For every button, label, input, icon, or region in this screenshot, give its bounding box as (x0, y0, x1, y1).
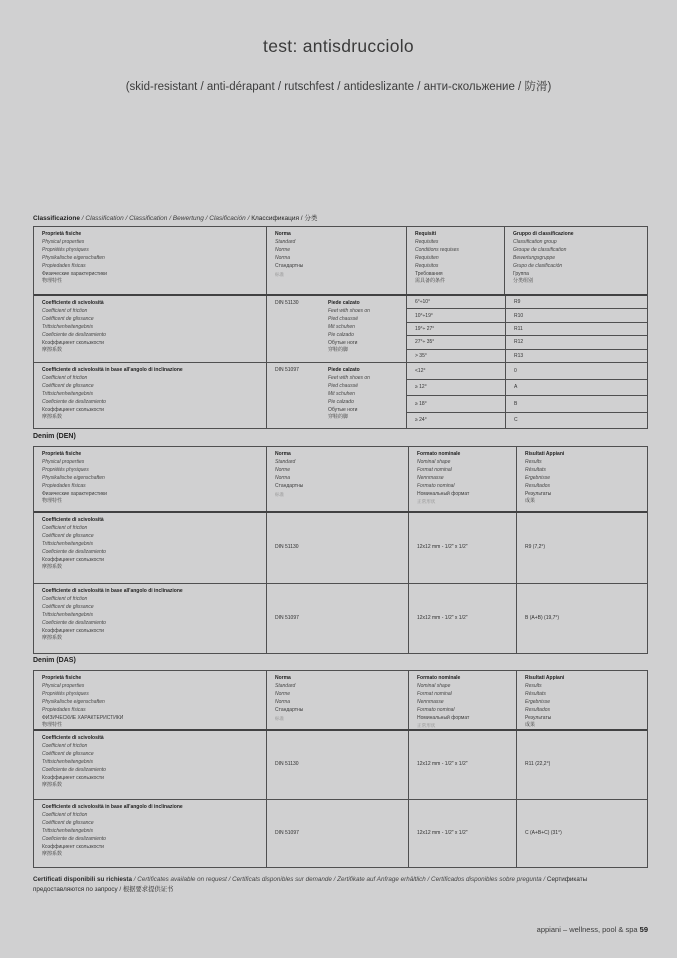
group-cell: A (505, 380, 647, 396)
requirement-cell: 19°÷ 27° (415, 326, 435, 333)
column-header-physical-properties: Proprietà fisiche Physical properties Propriétés physiques Physikalische eigenschaften Propiedades físicas ФИЗИЧЕСКИЕ ХАРАКТЕРИСТИКИ 物理特性 (42, 675, 124, 729)
group-cell: 0 (505, 363, 647, 379)
standard-cell: DIN 51130 (266, 731, 408, 799)
foot-condition-cell: Piede calzato Feet with shoes on Pied chaussé Mit schuhen Pie calzado Обутые ноги 穿鞋的脚 (328, 367, 370, 421)
classification-section-heading (33, 213, 648, 222)
matrix-subrow (407, 349, 647, 362)
standard-cell: DIN 51097 (266, 584, 408, 653)
requisite-group-matrix (406, 296, 647, 362)
property-cell: Coefficiente di scivolosità in base all'angolo di inclinazione Coefficient of friction Coéfficent de glissance Trittsichenheitengebnis Coeficiente de deslizamiento Коэффициент скользкости 摩擦系数 (42, 588, 183, 642)
footer-brand: appiani – wellness, pool & spa (536, 925, 640, 934)
foot-condition-cell: Piede calzato Feet with shoes on Pied chaussé Mit schuhen Pie calzado Обутые ноги 穿鞋的脚 (328, 300, 370, 354)
property-cell: Coefficiente di scivolosità Coefficient of friction Coéfficent de glissance Trittsichenheitengebnis Coeficiente de deslizamiento Коэффициент скользкости 摩擦系数 (42, 300, 106, 354)
column-header-classification-group: Gruppo di classificazione Classification group Groupe de classification Bewertungsgruppe Grupo de clasificación Группа 分类组别 (504, 227, 647, 294)
classification-heading-italic: / Classification / Classification / Bewertung / Clasificación / (79, 215, 252, 222)
group-cell: R10 (505, 309, 647, 321)
matrix-subrow (407, 308, 647, 321)
page-title: test: antisdrucciolo (263, 36, 414, 56)
requirement-cell: > 35° (415, 352, 427, 359)
certificates-note-italic: / Certificates available on request / Certificats disponibles sur demande / Zertifikate auf Anfrage erhältlich / Certificados disponibles sobre pregunta / (132, 876, 547, 883)
group-cell: R11 (505, 323, 647, 335)
matrix-subrow (407, 379, 647, 396)
page-footer (537, 925, 648, 934)
classification-table-header-row (34, 227, 647, 296)
column-header-standard: Norma Standard Norme Norma Стандартны 标准 (266, 671, 408, 729)
column-header-results: Risultati Appiani Results Résultats Ergebnisse Resultados Результаты 成果 (516, 447, 647, 511)
result-cell: R11 (22,2°) (516, 731, 647, 799)
classification-table (33, 226, 648, 429)
classification-heading-bold: Classificazione (33, 215, 80, 222)
group-cell: R13 (505, 350, 647, 362)
standard-cell: DIN 51097 (266, 363, 328, 428)
requirement-cell: ≥ 12° (415, 384, 427, 391)
den-table-header-row (34, 447, 647, 513)
matrix-subrow (407, 296, 647, 308)
result-cell: B (A+B) (19,7°) (516, 584, 647, 653)
format-cell: 12x12 mm - 1/2" x 1/2" (408, 731, 516, 799)
requirement-cell: 6°÷10° (415, 299, 431, 306)
table-row-din51097 (34, 799, 647, 867)
result-cell: R9 (7,2°) (516, 513, 647, 583)
group-cell: R12 (505, 336, 647, 348)
requirement-cell: ≥ 18° (415, 400, 427, 407)
den-table (33, 446, 648, 654)
requirement-cell: ≥ 24° (415, 417, 427, 424)
das-table-header-row (34, 671, 647, 731)
das-table (33, 670, 648, 868)
column-header-standard: Norma Standard Norme Norma Стандартны 标准 (266, 227, 406, 294)
den-section-label: Denim (DEN) (33, 433, 76, 440)
table-row-din51130 (34, 296, 647, 362)
certificates-note-plain: Сертификаты предоставляются по запросу / 根据要求提供证书 (33, 876, 588, 893)
column-header-results: Risultati Appiani Results Résultats Ergebnisse Resultados Результаты 成果 (516, 671, 647, 729)
footer-page-number: 59 (639, 925, 648, 934)
group-cell: B (505, 396, 647, 412)
group-cell: C (505, 413, 647, 429)
column-header-standard: Norma Standard Norme Norma Стандартны 标准 (266, 447, 408, 511)
table-row-din51097 (34, 362, 647, 428)
property-cell: Coefficiente di scivolosità Coefficient of friction Coéfficent de glissance Trittsichenheitengebnis Coeficiente de deslizamiento Коэффициент скользкости 摩擦系数 (42, 735, 106, 789)
standard-cell: DIN 51097 (266, 800, 408, 867)
certificates-note (33, 875, 633, 895)
das-section-label: Denim (DAS) (33, 657, 76, 664)
requirement-cell: <12° (415, 367, 426, 374)
classification-heading-plain: Классификация / 分类 (251, 215, 318, 222)
matrix-subrow (407, 335, 647, 348)
table-row-din51130 (34, 731, 647, 799)
standard-cell: DIN 51130 (266, 513, 408, 583)
property-cell: Coefficiente di scivolosità Coefficient of friction Coéfficent de glissance Trittsichenheitengebnis Coeficiente de deslizamiento Коэффициент скользкости 摩擦系数 (42, 517, 106, 571)
standard-cell: DIN 51130 (266, 296, 328, 362)
result-cell: C (A+B+C) (31°) (516, 800, 647, 867)
requisite-group-matrix (406, 363, 647, 428)
matrix-subrow (407, 363, 647, 379)
column-header-physical-properties: Proprietà fisiche Physical properties Propriétés physiques Physikalische eigenschaften Propiedades físicas Физические характеристики 物理特性 (42, 231, 107, 285)
requirement-cell: 27°÷ 35° (415, 339, 435, 346)
property-cell: Coefficiente di scivolosità in base all'angolo di inclinazione Coefficient of friction Coéfficent de glissance Trittsichenheitengebnis Coeficiente de deslizamiento Коэффициент скользкости 摩擦系数 (42, 367, 183, 421)
table-row-din51130 (34, 513, 647, 583)
format-cell: 12x12 mm - 1/2" x 1/2" (408, 584, 516, 653)
column-header-nominal-shape: Formato nominale Nominal shape Format nominal Nennmasse Formato nominal Номинальный формат 正常形状 (408, 671, 516, 729)
matrix-subrow (407, 395, 647, 412)
requirement-cell: 10°÷19° (415, 312, 433, 319)
group-cell: R9 (505, 296, 647, 308)
format-cell: 12x12 mm - 1/2" x 1/2" (408, 513, 516, 583)
matrix-subrow (407, 412, 647, 429)
column-header-requisites: Requisiti Requisites Conditions requises Requisiten Requisitos Требования 需具备的条件 (406, 227, 504, 294)
matrix-subrow (407, 322, 647, 335)
column-header-physical-properties: Proprietà fisiche Physical properties Propriétés physiques Physikalische eigenschaften Propiedades físicas Физические характеристики 物理特性 (42, 451, 107, 505)
certificates-note-bold: Certificati disponibili su richiesta (33, 876, 133, 883)
page-subtitle: (skid-resistant / anti-dérapant / rutschfest / antideslizante / анти-скольжение / 防滑) (125, 81, 552, 93)
table-row-din51097 (34, 583, 647, 653)
format-cell: 12x12 mm - 1/2" x 1/2" (408, 800, 516, 867)
property-cell: Coefficiente di scivolosità in base all'angolo di inclinazione Coefficient of friction Coéfficent de glissance Trittsichenheitengebnis Coeficiente de deslizamiento Коэффициент скользкости 摩擦系数 (42, 804, 183, 858)
column-header-nominal-shape: Formato nominale Nominal shape Format nominal Nennmasse Formato nominal Номинальный формат 正常形状 (408, 447, 516, 511)
